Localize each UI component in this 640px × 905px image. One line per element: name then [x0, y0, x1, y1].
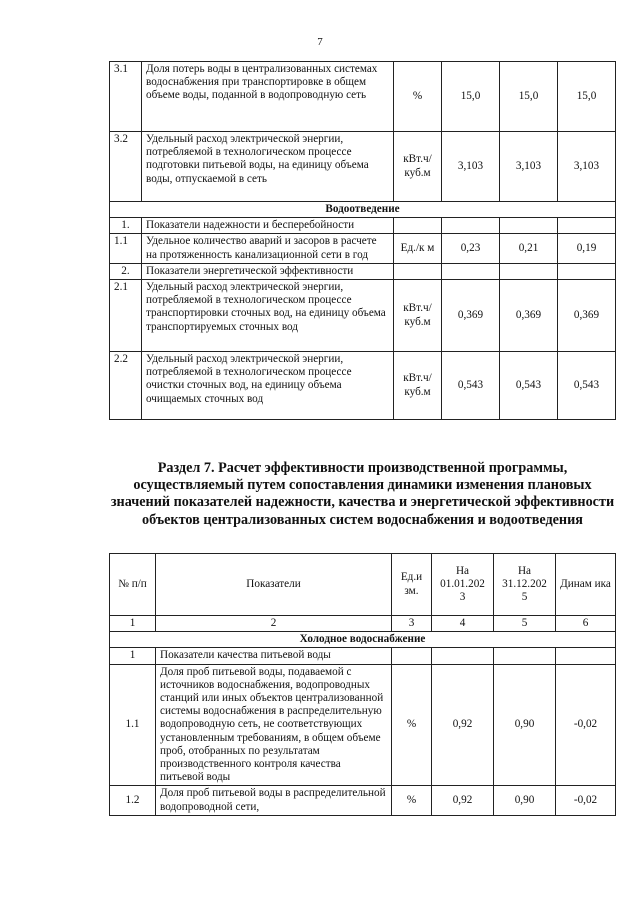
header-row [110, 554, 616, 616]
dynamics-cell: -0,02 [556, 664, 616, 786]
value-cell: 0,90 [494, 664, 556, 786]
value-cell: 15,0 [500, 62, 558, 132]
table-row [110, 648, 616, 664]
value-cell: 0,23 [442, 234, 500, 263]
indicator-text: Показатели качества питьевой воды [156, 648, 392, 664]
header-unit: Ед.и зм. [392, 554, 432, 616]
indicator-text: Доля проб питьевой воды, подаваемой с источников водоснабжения, водопроводных станций или иных объектов централизованной системы водоснабжения в распределительную водопроводную сеть, не соответствующих установленным требованиям, в общем объеме проб, отобранных по результатам производственного контроля качества питьевой воды [156, 664, 392, 786]
row-number: 2. [110, 263, 142, 279]
indicator-text: Удельное количество аварий и засоров в расчете на протяженность канализационной сети в год [142, 234, 394, 263]
header-date-end: На 31.12.202 5 [494, 554, 556, 616]
indicator-text: Удельный расход электрической энергии, потребляемой в технологическом процессе транспортировки сточных вод, на единицу объема транспортируемых сточных вод [142, 280, 394, 352]
value-cell: 3,103 [500, 132, 558, 202]
table-row [110, 352, 616, 420]
value-cell: 0,543 [442, 352, 500, 420]
row-number: 1. [110, 218, 142, 234]
table-row [110, 234, 616, 263]
unit-cell: кВт.ч/ куб.м [394, 132, 442, 202]
value-cell: 0,92 [432, 664, 494, 786]
table-row [110, 280, 616, 352]
row-number: 1 [110, 648, 156, 664]
value-cell: 0,90 [494, 786, 556, 815]
value-cell: 15,0 [442, 62, 500, 132]
unit-cell: % [394, 62, 442, 132]
column-number: 3 [392, 616, 432, 632]
header-dynamics: Динам ика [556, 554, 616, 616]
row-number: 1.1 [110, 234, 142, 263]
section-row [110, 632, 616, 648]
section-title: Холодное водоснабжение [110, 632, 616, 648]
column-number: 6 [556, 616, 616, 632]
section-title: Водоотведение [110, 202, 616, 218]
indicator-text: Удельный расход электрической энергии, потребляемой в технологическом процессе очистки сточных вод, на единицу объема очищаемых сточных вод [142, 352, 394, 420]
row-number: 1.2 [110, 786, 156, 815]
unit-cell: % [392, 664, 432, 786]
indicator-text: Показатели надежности и бесперебойности [142, 218, 394, 234]
section-row [110, 202, 616, 218]
column-number: 5 [494, 616, 556, 632]
header-indicator: Показатели [156, 554, 392, 616]
value-cell: 0,543 [558, 352, 616, 420]
value-cell: 0,369 [442, 280, 500, 352]
value-cell: 0,19 [558, 234, 616, 263]
table-continuation [109, 61, 616, 420]
value-cell: 0,21 [500, 234, 558, 263]
table-row [110, 664, 616, 786]
section-heading: Раздел 7. Расчет эффективности производственной программы, осуществляемый путем сопоставления динамики изменения плановых значений показателей надежности, качества и энергетической эффективности объектов централизованных систем водоснабжения и водоотведения [110, 460, 615, 528]
column-number: 4 [432, 616, 494, 632]
column-number: 1 [110, 616, 156, 632]
value-cell: 0,369 [558, 280, 616, 352]
header-date-start: На 01.01.202 3 [432, 554, 494, 616]
dynamics-cell: -0,02 [556, 786, 616, 815]
table-row [110, 218, 616, 234]
table-row [110, 132, 616, 202]
indicator-text: Доля потерь воды в централизованных системах водоснабжения при транспортировке в общем объеме воды, поданной в водопроводную сеть [142, 62, 394, 132]
row-number: 3.2 [110, 132, 142, 202]
header-num: № п/п [110, 554, 156, 616]
table-row [110, 62, 616, 132]
page-number: 7 [317, 36, 323, 48]
unit-cell: Ед./к м [394, 234, 442, 263]
row-number: 1.1 [110, 664, 156, 786]
efficiency-table [109, 553, 616, 816]
value-cell: 0,92 [432, 786, 494, 815]
indicator-text: Доля проб питьевой воды в распределительной водопроводной сети, [156, 786, 392, 815]
row-number: 2.2 [110, 352, 142, 420]
value-cell: 15,0 [558, 62, 616, 132]
column-number-row [110, 616, 616, 632]
row-number: 2.1 [110, 280, 142, 352]
value-cell: 0,543 [500, 352, 558, 420]
unit-cell: кВт.ч/ куб.м [394, 280, 442, 352]
value-cell: 0,369 [500, 280, 558, 352]
indicator-text: Удельный расход электрической энергии, потребляемой в технологическом процессе подготовки питьевой воды, на единицу объема воды, отпускаемой в сеть [142, 132, 394, 202]
unit-cell: % [392, 786, 432, 815]
row-number: 3.1 [110, 62, 142, 132]
unit-cell: кВт.ч/ куб.м [394, 352, 442, 420]
column-number: 2 [156, 616, 392, 632]
indicator-text: Показатели энергетической эффективности [142, 263, 394, 279]
value-cell: 3,103 [558, 132, 616, 202]
table-row [110, 263, 616, 279]
table-row [110, 786, 616, 815]
value-cell: 3,103 [442, 132, 500, 202]
